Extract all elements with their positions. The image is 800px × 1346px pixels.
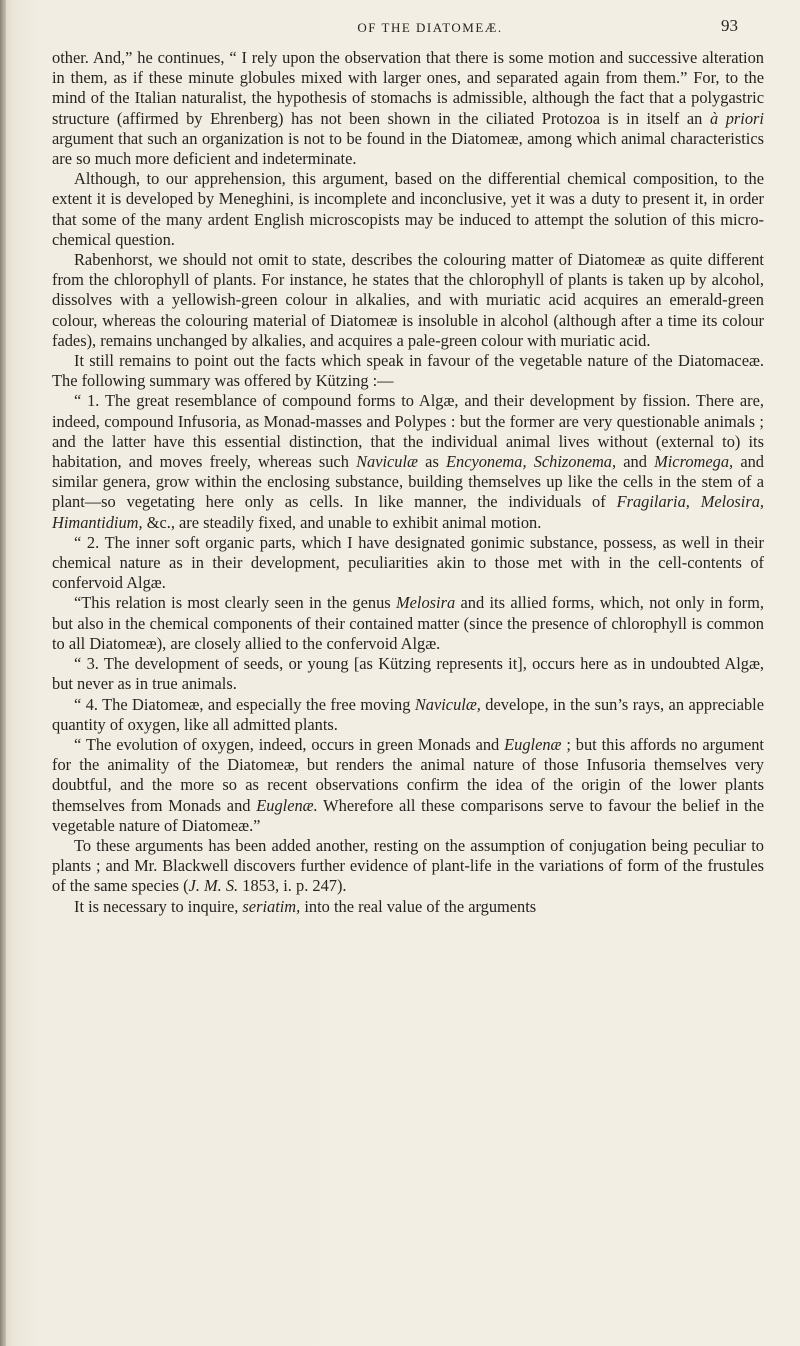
text-run: “ The evolution of oxygen, indeed, occurs in green Monads and: [74, 734, 505, 754]
text-run: It is necessary to inquire,: [74, 896, 243, 916]
running-head: OF THE DIATOMEÆ.: [357, 20, 503, 35]
italic-text: J. M. S.: [188, 876, 239, 896]
paragraph: [52, 695, 764, 735]
paragraph: [52, 735, 764, 836]
italic-text: Euglenæ: [504, 734, 562, 754]
text-run: develope, in the sun’s rays, an appreciable quantity of oxygen, like all admitted plants.: [52, 694, 764, 734]
text-run: It still remains to point out the facts which speak in favour of the vegetable nature of the Diatomaceæ. The following summary was offered by Kützing :—: [52, 351, 764, 391]
body-text: [52, 48, 764, 917]
italic-text: Micromega,: [654, 452, 734, 472]
text-run: Although, to our apprehension, this argument, based on the differential chemical composition, to the extent it is developed by Meneghini, is incomplete and inconclusive, yet it was a duty to present it, in order that some of the many ardent English microscopists may be induced to attempt the solution of this micro-chemical question.: [52, 169, 764, 249]
italic-text: Fragilaria, Melosira, Himantidium,: [52, 492, 764, 532]
paragraph: [52, 391, 764, 532]
page-number: 93: [721, 16, 738, 35]
text-run: “This relation is most clearly seen in the genus: [74, 593, 396, 613]
italic-text: Naviculæ,: [414, 694, 481, 714]
text-run: and: [616, 452, 655, 472]
paragraph: [52, 654, 764, 694]
text-run: as: [418, 452, 446, 472]
text-run: Wherefore all these comparisons serve to favour the belief in the vegetable nature of Diatomeæ.”: [52, 795, 765, 835]
italic-text: Encyonema, Schizonema,: [445, 452, 617, 472]
text-run: “ 4. The Diatomeæ, and especially the free moving: [74, 694, 415, 714]
text-run: and its allied forms, which, not only in form, but also in the chemical components of their contained matter (since the presence of chlorophyll is common to all Diatomeæ), are closely allied to the confervoid Algæ.: [52, 593, 764, 653]
text-run: other. And,” he continues, “ I rely upon the observation that there is some motion and successive alteration in them, as if these minute globules mixed with larger ones, and separated again from them.” For, to the mind of the Italian naturalist, the hypothesis of stomachs is admissible, although the fact that a polygastric structure (affirmed by Ehrenberg) has not been shown in the ciliated Protozoa is in itself an: [52, 48, 764, 128]
text-run: into the real value of the arguments: [300, 896, 537, 916]
text-run: &c., are steadily fixed, and unable to exhibit animal motion.: [142, 512, 542, 532]
text-run: “ 3. The development of seeds, or young [as Kützing represents it], occurs here as in undoubted Algæ, but never as in true animals.: [52, 654, 764, 694]
text-run: To these arguments has been added another, resting on the assumption of conjugation being peculiar to plants ; and Mr. Blackwell discovers further evidence of plant-life in the variations of form of the frustules of the same species (: [52, 835, 764, 896]
italic-text: seriatim,: [242, 896, 301, 916]
italic-text: Euglenæ.: [256, 795, 318, 815]
text-run: “ 1. The great resemblance of compound forms to Algæ, and their development by fission. There are, indeed, compound Infusoria, as Monad-masses and Polypes : but the former are very questionable animals ; and the latter have this essential distinction, that the individual animal lives without (external to) its habitation, and moves freely, whereas such: [52, 391, 764, 472]
paragraph: [52, 836, 764, 897]
italic-text: Melosira: [395, 593, 456, 613]
italic-text: Naviculæ: [356, 452, 418, 472]
paragraph: [52, 593, 764, 654]
paragraph: [52, 351, 764, 391]
page-gutter-shadow: [0, 0, 6, 1346]
text-run: 1853, i. p. 247).: [238, 876, 347, 896]
paragraph: [52, 533, 764, 594]
text-run: argument that such an organization is not to be found in the Diatomeæ, among which animal characteristics are so much more deficient and indeterminate.: [52, 128, 764, 169]
text-run: and similar genera, grow within the enclosing substance, building themselves up like the cells in the stem of a plant—so vegetating here only as cells. In like manner, the individuals of: [52, 452, 764, 512]
paragraph: [52, 169, 764, 250]
paragraph: [52, 48, 764, 169]
paragraph: [52, 897, 764, 917]
text-run: “ 2. The inner soft organic parts, which I have designated gonimic substance, possess, as well in their chemical nature as in their development, peculiarities akin to those met with in the cell-contents of confervoid Algæ.: [52, 532, 764, 593]
paragraph: [52, 250, 764, 351]
text-run: ; but this affords no argument for the animality of the Diatomeæ, but renders the animal nature of those Infusoria themselves very doubtful, and the more so as recent observations confirm the idea of the origin of the lower plants themselves from Monads and: [52, 734, 764, 815]
italic-text: à priori: [709, 108, 764, 128]
text-run: Rabenhorst, we should not omit to state, describes the colouring matter of Diatomeæ as quite different from the chlorophyll of plants. For instance, he states that the chlorophyll of plants is taken up by alcohol, dissolves with a yellowish-green colour in alkalies, and with muriatic acid acquires an emerald-green colour, whereas the colouring material of Diatomeæ is insoluble in alcohol (although after a time its colour fades), remains unchanged by alkalies, and acquires a pale-green colour with muriatic acid.: [52, 250, 764, 350]
